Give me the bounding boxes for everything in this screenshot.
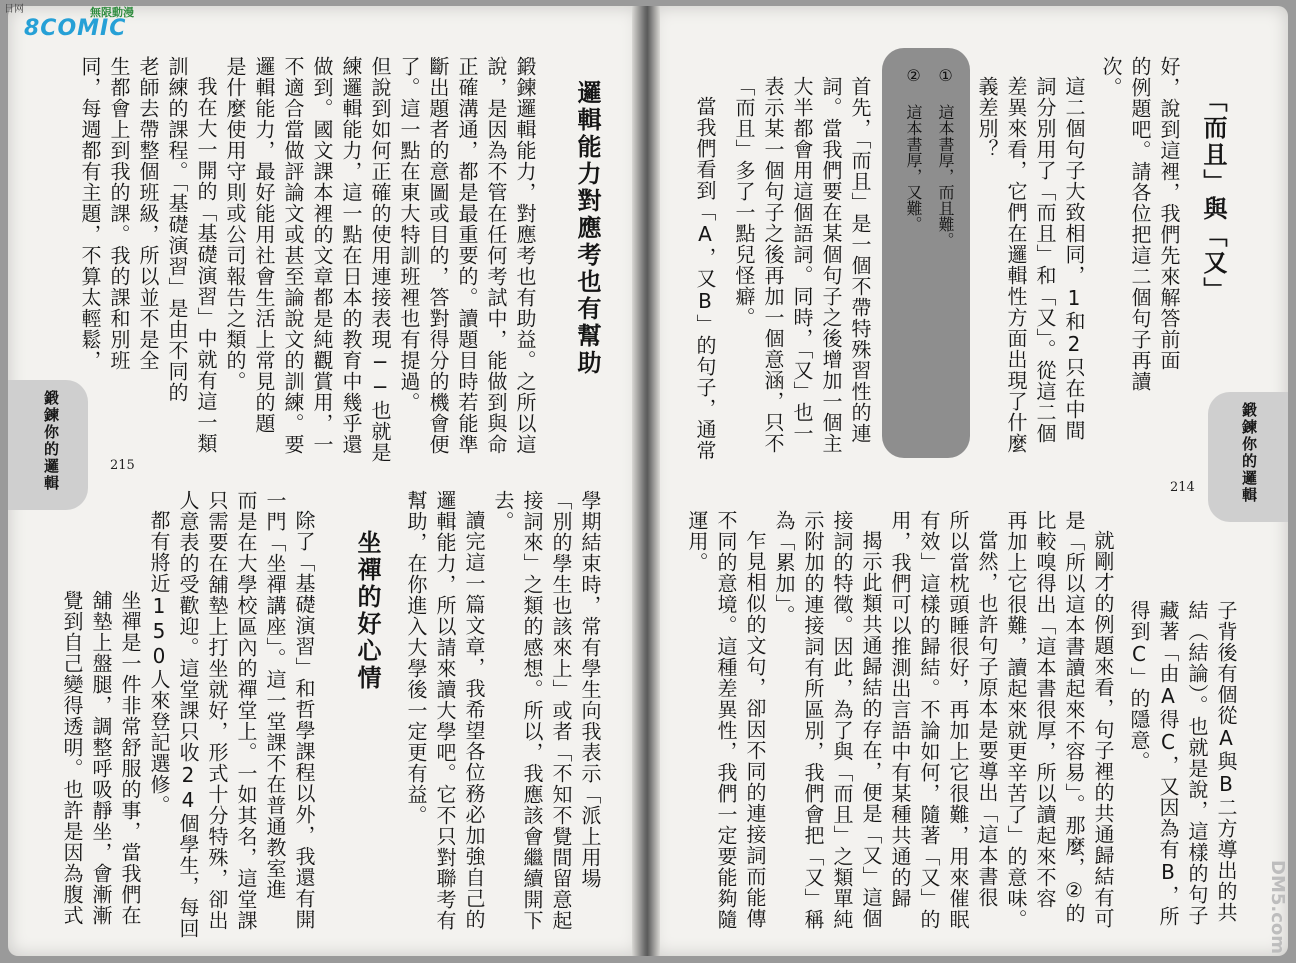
left-col-26: 而是在大學校區內的禪堂上。一如其名，這堂課: [234, 490, 258, 931]
right-col-17: 得到C」的隱意。: [1127, 600, 1151, 772]
site-logo: [2, 2, 162, 42]
left-col-16: 同，每週都有主題，不算太輕鬆，: [78, 56, 102, 371]
left-col-5: 了。這一點在東大特訓班裡也有提過。: [397, 56, 421, 413]
left-heading-1: 邏輯能力對應考也有幫助: [573, 80, 601, 377]
left-col-19: 接詞來」之類的感想。所以，我應該會繼續開下: [520, 490, 544, 931]
left-col-23: 幫助，在你進入大學後一定更有益。: [404, 490, 428, 826]
right-col-28: 示附加的連接詞有所區別，我們會把「又」稱: [801, 510, 825, 930]
right-col-14: 子背後有個從A與B二方導出的共: [1214, 600, 1238, 923]
right-col-10: 大半都會用這個語詞。同時，「又」也一: [790, 76, 814, 444]
left-col-30: 坐禪是一件非常舒服的事，當我們在: [118, 590, 142, 926]
example-sentences-box: [882, 48, 970, 458]
left-col-28: 人意表的受歡迎。這堂課只收24個學生，每回: [176, 490, 200, 939]
left-col-15: 生都會上到我的課。我的課和別班: [107, 56, 131, 371]
left-page-number: 215: [110, 458, 135, 473]
left-col-18: 「別的學生也該來上」或者「不知不覺間留意起: [549, 490, 573, 931]
left-col-12: 我在大一開的「基礎演習」中就有這一類: [194, 76, 218, 454]
example-2: ② 這本書厚，又難。: [904, 66, 923, 232]
right-col-32: 運用。: [685, 510, 709, 573]
logo-english-text: 8COMIC: [24, 16, 127, 41]
left-col-21: 讀完這一篇文章，我希望各位務必加強自己的: [462, 510, 486, 930]
right-col-13: 當我們看到「A，又B」的句子，通常: [693, 96, 717, 461]
watermark-text: DM5.com: [1267, 860, 1288, 955]
left-col-22: 邏輯能力，所以請來讀大學吧。它不只對聯考有: [433, 490, 457, 931]
right-col-9: 詞。當我們要在某個句子之後增加一個主: [819, 76, 843, 454]
book-gutter: [632, 6, 660, 956]
right-side-tab: [1208, 392, 1288, 522]
left-col-25: 一門「坐禪講座」。這一堂課不在普通教室進: [263, 490, 287, 900]
left-col-31: 舖墊上盤腿，調整呼吸靜坐，會漸漸: [89, 590, 113, 926]
left-col-17: 學期結束時，常有學生向我表示「派上用場: [578, 490, 602, 889]
right-col-29: 為「累加」。: [772, 510, 796, 626]
logo-site-text: 日网: [4, 4, 24, 15]
right-col-15: 結（結論）。也就是說，這樣的句子: [1185, 600, 1209, 926]
right-col-25: 用，我們可以推測出言語中有某種共通的歸: [888, 510, 912, 909]
logo-chinese-text: 無限動漫: [90, 6, 134, 19]
left-col-24: 除了「基礎演習」和哲學課程以外，我還有開: [292, 510, 316, 930]
right-col-8: 首先，「而且」是一個不帶特殊習性的連: [848, 76, 872, 444]
example-1: ① 這本書厚，而且難。: [936, 66, 955, 248]
right-col-26: 揭示此類共通歸結的存在，便是「又」這個: [859, 530, 883, 929]
right-col-1: 好，說到這裡，我們先來解答前面: [1157, 56, 1181, 371]
left-col-1: 鍛鍊邏輯能力，對應考也有助益。之所以這: [513, 56, 537, 455]
right-heading: 「而且」與「又」: [1199, 88, 1227, 304]
right-col-2: 的例題吧。請各位把這二個句子再讀: [1128, 56, 1152, 392]
right-col-16: 藏著「由A得C，又因為有B，所: [1156, 600, 1180, 927]
left-col-14: 老師去帶整個班級，所以並不是全: [136, 56, 160, 371]
right-side-tab-text: 鍛鍊你的邏輯: [1240, 402, 1258, 504]
right-col-4: 這二個句子大致相同，1和2只在中間: [1062, 76, 1086, 441]
right-col-23: 所以當枕頭睡很好，再加上它很難，用來催眠: [946, 510, 970, 930]
right-col-6: 差異來看，它們在邏輯性方面出現了什麼: [1004, 76, 1028, 454]
left-col-27: 只需要在舖墊上打坐就好，形式十分特殊，卻出: [205, 490, 229, 931]
left-col-29: 都有將近150人來登記選修。: [147, 510, 171, 816]
left-col-9: 不適合當做評論文或甚至論說文的訓練。要: [281, 56, 305, 455]
left-col-2: 說，是因為不管在任何考試中，能做到與命: [484, 56, 508, 455]
right-col-19: 是「所以這本書讀起來不容易」。那麼，②的: [1062, 510, 1086, 924]
left-heading-2: 坐禪的好心情: [353, 530, 381, 692]
right-col-11: 表示某一個句子之後再加一個意涵，只不: [761, 76, 785, 454]
left-col-32: 覺到自己變得透明。也許是因為腹式: [60, 590, 84, 926]
right-col-27: 接詞的特徵。因此，為了與「而且」之類單純: [830, 510, 854, 930]
left-side-tab-text: 鍛鍊你的邏輯: [42, 390, 60, 492]
left-side-tab: [8, 380, 88, 510]
left-col-13: 訓練的課程。「基礎演習」是由不同的: [165, 56, 189, 403]
left-col-7: 練邏輯能力，這一點在日本的教育中幾乎還: [339, 56, 363, 455]
right-page-number: 214: [1170, 480, 1195, 495]
left-col-4: 斷出題者的意圖或目的，答對得分的機會便: [426, 56, 450, 455]
right-col-5: 詞分別用了「而且」和「又」。從這二個: [1033, 76, 1057, 444]
right-col-7: 義差別？: [975, 76, 999, 160]
left-col-11: 是什麼使用守則或公司報告之類的。: [223, 56, 247, 392]
right-col-31: 不同的意境。這種差異性，我們一定要能夠隨: [714, 510, 738, 930]
right-col-22: 當然，也許句子原本是要導出「這本書很: [975, 530, 999, 908]
right-col-12: 「而且」多了一點兒怪癖。: [732, 76, 756, 328]
right-col-21: 再加上它很難，讀起來就更辛苦了」的意味。: [1004, 510, 1028, 930]
left-col-3: 正確溝通，都是最重要的。讀題目時若能準: [455, 56, 479, 455]
right-col-30: 乍見相似的文句，卻因不同的連接詞而能傳: [743, 530, 767, 929]
left-col-20: 去。: [491, 490, 515, 532]
right-col-3: 次。: [1099, 56, 1123, 98]
left-col-10: 邏輯能力，最好能用社會生活上常見的題: [252, 56, 276, 434]
left-col-6: 但說到如何正確的使用連接表現──也就是: [368, 56, 392, 463]
right-col-20: 比較嗅得出「這本書很厚，所以讀起來不容: [1033, 510, 1057, 909]
right-col-24: 有效」這樣的歸結。不論如何，隨著「又」的: [917, 510, 941, 930]
left-col-8: 做到。國文課本裡的文章都是純觀賞用，一: [310, 56, 334, 455]
right-col-18: 就剛才的例題來看，句子裡的共通歸結有可: [1091, 530, 1115, 929]
